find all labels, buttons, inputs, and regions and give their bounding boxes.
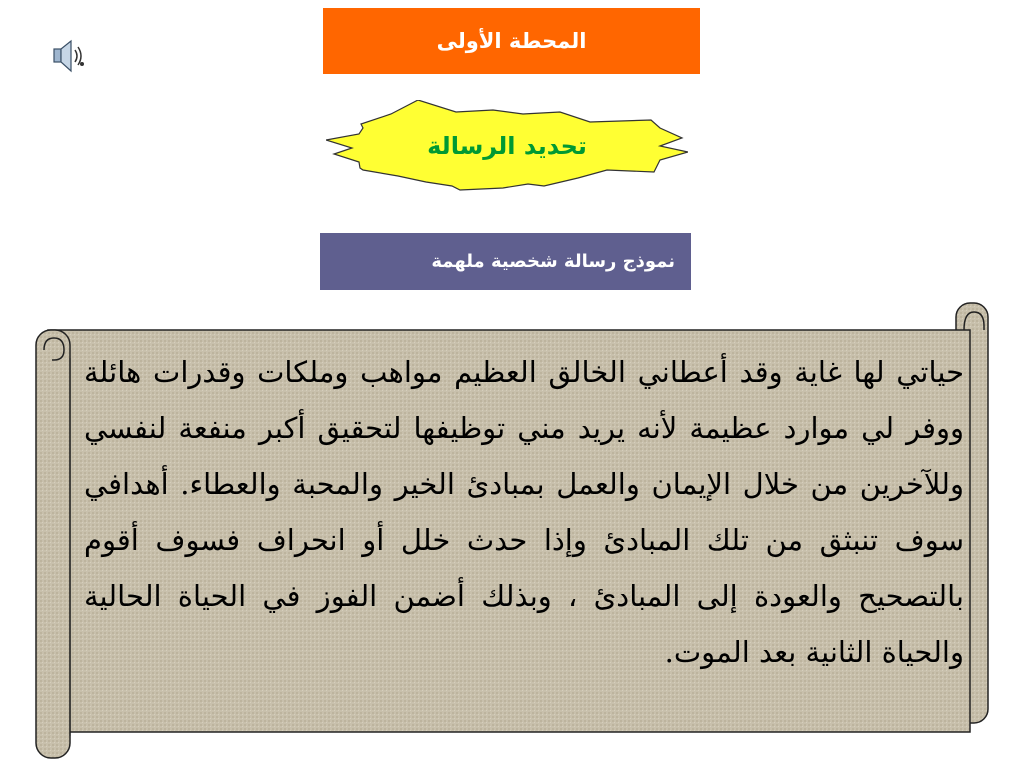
model-box-label: نموذج رسالة شخصية ملهمة — [431, 251, 675, 272]
station-title-banner — [323, 8, 700, 74]
model-box — [320, 233, 691, 290]
burst-title: تحديد الرسالة — [427, 132, 587, 160]
speaker-icon[interactable] — [49, 38, 89, 74]
station-title: المحطة الأولى — [436, 29, 587, 53]
mission-statement: حياتي لها غاية وقد أعطاني الخالق العظيم مواهب وملكات وقدرات هائلة ووفر لي موارد عظيمة لأنه يريد مني توظيفها لتحقيق أكبر منفعة لنفسي وللآخرين من خلال الإيمان والعمل بمبادئ الخير والمحبة والعطاء. أهدافي سوف تنبثق من تلك المبادئ وإذا حدث خلل أو انحراف فسوف أقوم بالتصحيح والعودة إلى المبادئ ، وبذلك أضمن الفوز في الحياة الحالية والحياة الثانية بعد الموت. — [84, 355, 964, 669]
